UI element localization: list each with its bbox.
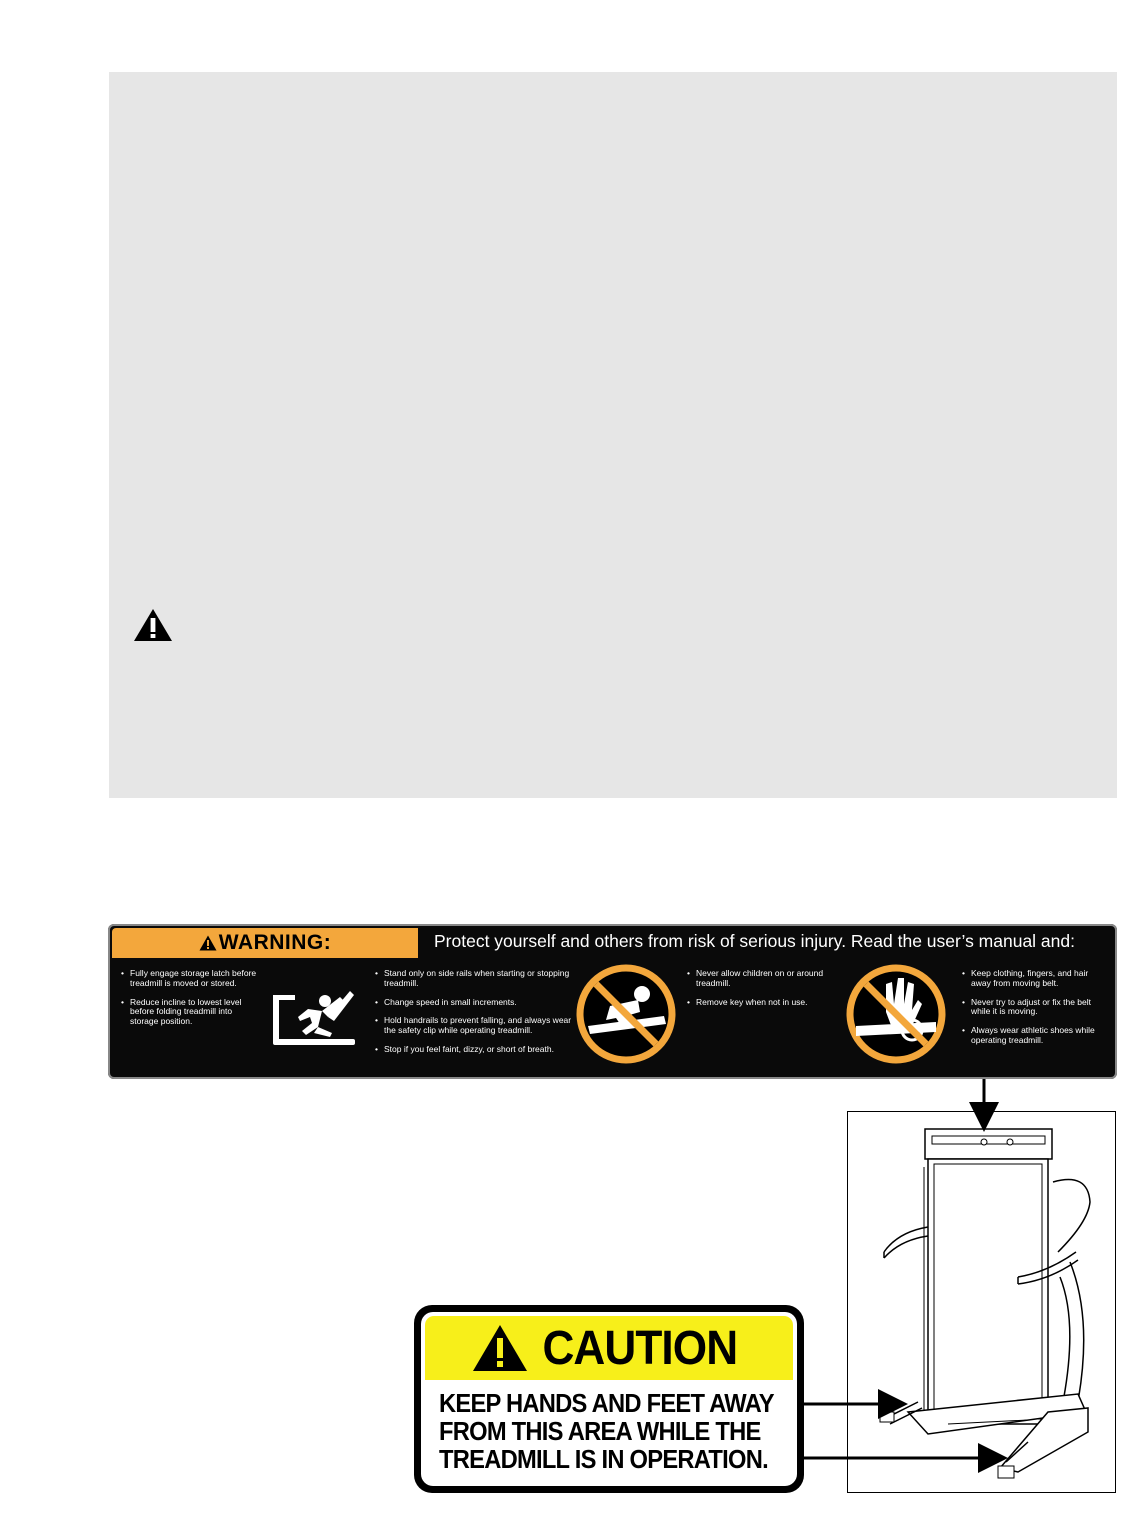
- caution-title: CAUTION: [542, 1321, 738, 1375]
- warning-item: • Keep clothing, fingers, and hair away from moving belt.: [961, 969, 1106, 989]
- warning-item: • Remove key when not in use.: [686, 998, 826, 1008]
- warning-badge-text: WARNING:: [218, 931, 332, 954]
- warning-item: • Change speed in small increments.: [374, 998, 574, 1008]
- fall-hazard-icon: [270, 987, 360, 1049]
- warning-badge: [112, 928, 418, 958]
- caution-text: [439, 1390, 787, 1474]
- caution-line: TREADMILL IS IN OPERATION.: [439, 1446, 768, 1474]
- warning-column-3: [686, 969, 826, 1016]
- warning-column-2: [374, 969, 574, 1064]
- warning-triangle-icon: [199, 935, 217, 951]
- warning-decal: [108, 924, 1117, 1079]
- warning-item: • Never allow children on or around treadmill.: [686, 969, 826, 989]
- caution-line: KEEP HANDS AND FEET AWAY: [439, 1390, 774, 1418]
- no-hands-icon: [846, 964, 946, 1064]
- warning-column-4: [961, 969, 1106, 1055]
- caution-label: [414, 1305, 804, 1493]
- warning-triangle-icon: [133, 608, 173, 642]
- warning-item: • Always wear athletic shoes while operating treadmill.: [961, 1026, 1106, 1046]
- treadmill-illustration: [847, 1111, 1116, 1493]
- treadmill-drawing: [848, 1112, 1114, 1491]
- warning-item: • Hold handrails to prevent falling, and always wear the safety clip while operating treadmill.: [374, 1016, 574, 1036]
- warning-triangle-icon: [472, 1324, 528, 1372]
- caution-line: FROM THIS AREA WHILE THE: [439, 1418, 761, 1446]
- warning-item: • Reduce incline to lowest level before folding treadmill into storage position.: [120, 998, 260, 1027]
- warning-header: Protect yourself and others from risk of serious injury. Read the user’s manual and:: [434, 931, 1075, 951]
- warning-item: • Stand only on side rails when starting or stopping treadmill.: [374, 969, 574, 989]
- warning-item: • Never try to adjust or fix the belt while it is moving.: [961, 998, 1106, 1018]
- no-children-icon: [576, 964, 676, 1064]
- warning-column-1: [120, 969, 260, 1036]
- warning-item: • Fully engage storage latch before treadmill is moved or stored.: [120, 969, 260, 989]
- caution-header: [425, 1316, 793, 1380]
- warning-item: • Stop if you feel faint, dizzy, or short of breath.: [374, 1045, 574, 1055]
- gray-panel: [109, 72, 1117, 798]
